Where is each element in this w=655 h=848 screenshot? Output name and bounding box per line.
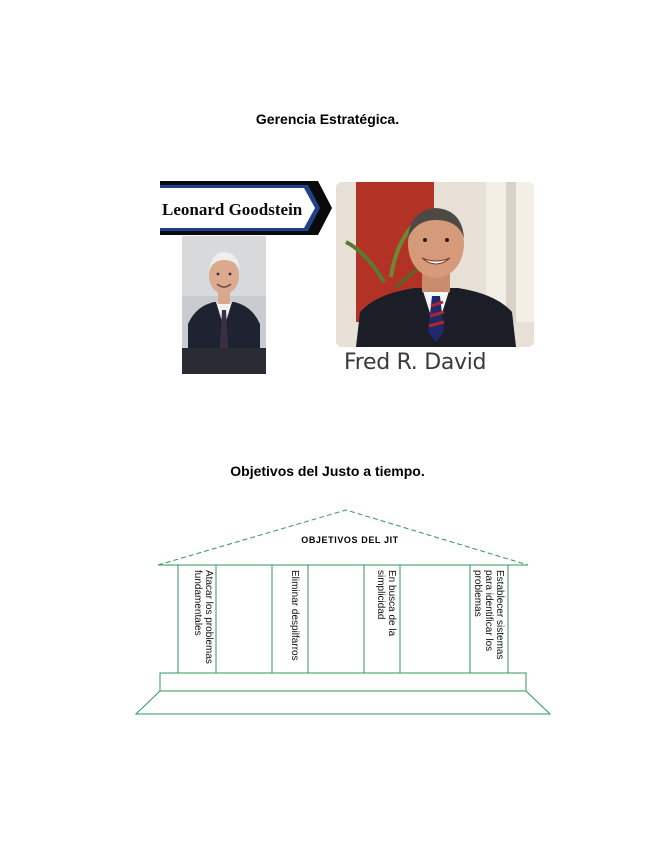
temple-steps xyxy=(136,691,550,714)
banner-name-text: Leonard Goodstein xyxy=(162,200,303,219)
section-title-jit: Objetivos del Justo a tiempo. xyxy=(230,463,425,479)
pillar-3-text: En busca de la simplicidad xyxy=(375,570,397,637)
temple-base xyxy=(160,673,526,691)
jit-heading: OBJETIVOS DEL JIT xyxy=(301,535,399,545)
pillar-4-text: Establecer sistemas para identificar los problemas xyxy=(472,570,505,660)
photo-caption: Fred R. David xyxy=(344,350,487,375)
section-title-gerencia: Gerencia Estratégica. xyxy=(255,111,400,127)
pillar-2-text: Eliminar despilfarros xyxy=(289,570,300,661)
pillar-1-text: Atacar los problemas fundamentales xyxy=(192,570,214,664)
